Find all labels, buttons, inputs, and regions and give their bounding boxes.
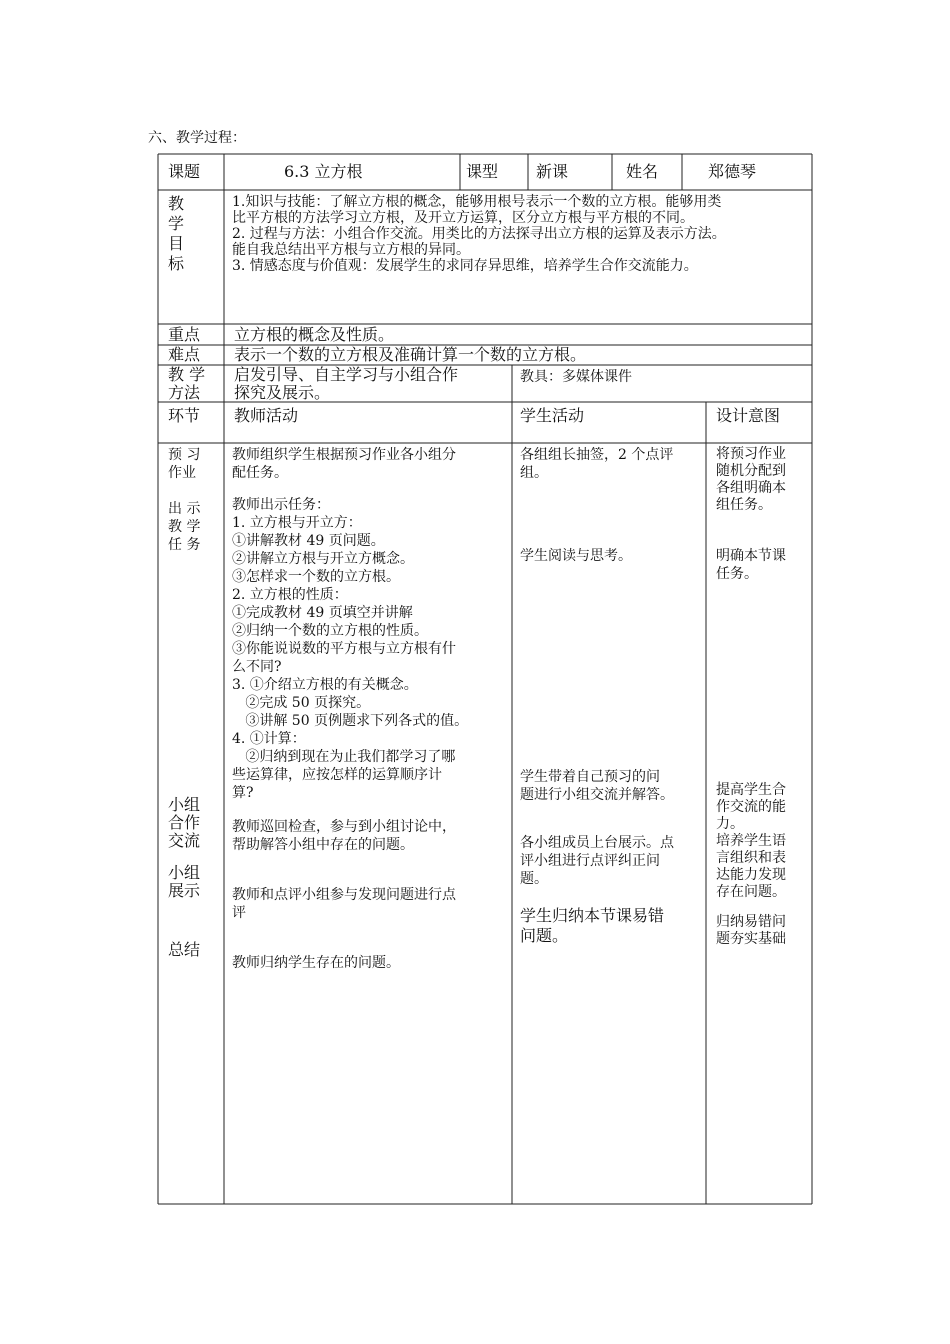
stage-task: 出 示 教 学 任 务 bbox=[168, 501, 201, 553]
topic-value: 6.3 立方根 bbox=[284, 162, 363, 181]
goals-label: 教 学 目 标 bbox=[168, 194, 185, 273]
difficult-point-label: 难点 bbox=[168, 345, 201, 364]
method-value: 启发引导、自主学习与小组合作 探究及展示。 bbox=[234, 365, 459, 402]
student-show: 各小组成员上台展示。点 评小组进行点评纠正问 题。 bbox=[520, 835, 674, 887]
type-label: 课型 bbox=[466, 162, 499, 181]
name-value: 郑德琴 bbox=[708, 162, 757, 181]
key-point-value: 立方根的概念及性质。 bbox=[234, 325, 395, 344]
design-clarify: 明确本节课 任务。 bbox=[716, 548, 786, 582]
teacher-summary: 教师归纳学生存在的问题。 bbox=[232, 955, 400, 971]
teaching-tools: 教具：多媒体课件 bbox=[520, 369, 632, 385]
student-discuss: 学生带着自己预习的问 题进行小组交流并解答。 bbox=[520, 769, 674, 803]
teacher-patrol: 教师巡回检查，参与到小组讨论中， 帮助解答小组中存在的问题。 bbox=[232, 819, 456, 853]
design-ability: 提高学生合 作交流的能 力。 培养学生语 言组织和表 达能力发现 存在问题。 bbox=[716, 782, 786, 900]
difficult-point-value: 表示一个数的立方根及准确计算一个数的立方根。 bbox=[234, 345, 587, 364]
topic-label: 课题 bbox=[168, 162, 201, 181]
student-draw: 各组组长抽签，2 个点评 组。 bbox=[520, 447, 674, 481]
stage-group: 小组 合作 交流 bbox=[168, 795, 201, 850]
teacher-preview: 教师组织学生根据预习作业各小组分 配任务。 bbox=[232, 447, 456, 481]
goals-text: 1.知识与技能：了解立方根的概念，能够用根号表示一个数的立方根。能够用类 比平方根的方法学习立方根，及开立方运算，区分立方根与平方根的不同。 2. 过程与方法：小组合作交流。用类比的方法探寻出立方根的运算及表示方法。 能自我总结出平方根与立方根的异同。 3. 情感态度与价值观：发展学生的求同存异思维，培养学生合作交流能力。 bbox=[232, 194, 726, 274]
type-value: 新课 bbox=[536, 162, 569, 181]
section-heading: 六、教学过程： bbox=[148, 130, 246, 146]
key-point-label: 重点 bbox=[168, 325, 201, 344]
design-assign: 将预习作业 随机分配到 各组明确本 组任务。 bbox=[716, 446, 786, 513]
stage-summary: 总结 bbox=[168, 940, 201, 959]
col-student: 学生活动 bbox=[520, 406, 585, 425]
col-teacher: 教师活动 bbox=[234, 406, 299, 425]
stage-preview: 预 习 作业 bbox=[168, 447, 201, 481]
student-summary: 学生归纳本节课易错 问题。 bbox=[520, 906, 665, 945]
teacher-tasks: 教师出示任务： 1. 立方根与开立方： ①讲解教材 49 页问题。 ②讲解立方根与开立方概念。 ③怎样求一个数的立方根。 2. 立方根的性质： ①完成教材 49 页填空并讲解 ②归纳一个数的立方根的性质。 ③你能说说数的平方根与立方根有什 么不同? 3. ①介绍立方根的有关概念。 ②完成 50 页探究。 ③讲解 50 页例题求下列各式的值。 4. ①计算： ②归纳到现在为止我们都学习了哪 些运算律，应按怎样的运算顺序计 算? bbox=[232, 497, 469, 801]
col-stage: 环节 bbox=[168, 406, 201, 425]
design-mistakes: 归纳易错问 题夯实基础 bbox=[716, 914, 786, 947]
student-read: 学生阅读与思考。 bbox=[520, 548, 632, 564]
method-label: 教 学 方法 bbox=[168, 365, 206, 402]
name-label: 姓名 bbox=[626, 162, 659, 181]
teacher-review: 教师和点评小组参与发现问题进行点 评 bbox=[232, 887, 456, 921]
col-design: 设计意图 bbox=[716, 406, 781, 425]
stage-show: 小组 展示 bbox=[168, 863, 201, 900]
